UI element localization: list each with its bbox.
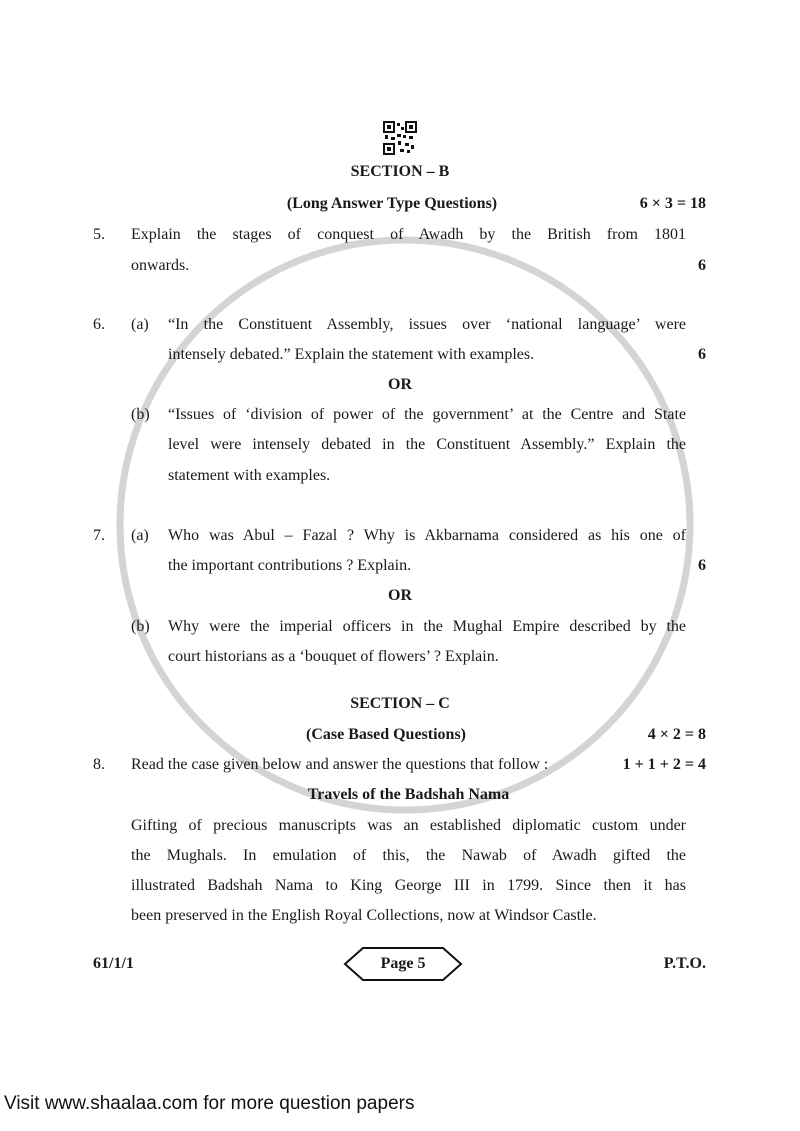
case-paragraph-line: Gifting of precious manuscripts was an established diplomatic custom under	[131, 817, 686, 834]
question-marks: 6	[698, 557, 706, 574]
option-label: (a)	[131, 527, 149, 544]
page-number: Page 5	[380, 955, 426, 972]
option-label: (b)	[131, 406, 150, 423]
question-marks: 6	[698, 257, 706, 274]
section-b-marks: 6 × 3 = 18	[639, 195, 706, 212]
question-number: 6.	[93, 316, 105, 333]
question-number: 8.	[93, 756, 105, 773]
question-text: level were intensely debated in the Constituent Assembly.” Explain the	[168, 436, 686, 453]
qr-code-icon	[383, 121, 417, 155]
question-text: Read the case given below and answer the questions that follow :	[131, 756, 549, 773]
option-label: (a)	[131, 316, 149, 333]
section-c-subtitle: (Case Based Questions)	[305, 726, 466, 743]
question-marks: 1 + 1 + 2 = 4	[622, 756, 706, 773]
site-banner: Visit www.shaalaa.com for more question papers	[4, 1093, 415, 1114]
question-text: Why were the imperial officers in the Mughal Empire described by the	[168, 618, 686, 635]
question-text: statement with examples.	[168, 467, 331, 484]
question-text: “In the Constituent Assembly, issues over ‘national language’ were	[168, 316, 686, 333]
question-text: court historians as a ‘bouquet of flowers’ ? Explain.	[168, 648, 499, 665]
or-separator: OR	[388, 376, 412, 393]
question-text: Who was Abul – Fazal ? Why is Akbarnama considered as his one of	[168, 527, 686, 544]
case-paragraph-line: been preserved in the English Royal Collections, now at Windsor Castle.	[131, 907, 597, 924]
question-text: intensely debated.” Explain the statement with examples.	[168, 346, 535, 363]
case-paragraph-line: the Mughals. In emulation of this, the Nawab of Awadh gifted the	[131, 847, 686, 864]
case-paragraph-line: illustrated Badshah Nama to King George III in 1799. Since then it has	[131, 877, 686, 894]
option-label: (b)	[131, 618, 150, 635]
or-separator: OR	[388, 587, 412, 604]
pto-label: P.T.O.	[663, 955, 706, 972]
paper-code: 61/1/1	[93, 955, 134, 972]
case-title: Travels of the Badshah Nama	[307, 786, 510, 803]
question-text: the important contributions ? Explain.	[168, 557, 412, 574]
question-text: Explain the stages of conquest of Awadh by the British from 1801	[131, 226, 686, 243]
question-number: 5.	[93, 226, 105, 243]
section-c-title: SECTION – C	[350, 695, 450, 712]
section-b-title: SECTION – B	[350, 163, 450, 180]
question-number: 7.	[93, 527, 105, 544]
question-text: onwards.	[131, 257, 190, 274]
section-c-marks: 4 × 2 = 8	[647, 726, 706, 743]
question-text: “Issues of ‘division of power of the government’ at the Centre and State	[168, 406, 686, 423]
question-marks: 6	[698, 346, 706, 363]
section-b-subtitle: (Long Answer Type Questions)	[286, 195, 498, 212]
